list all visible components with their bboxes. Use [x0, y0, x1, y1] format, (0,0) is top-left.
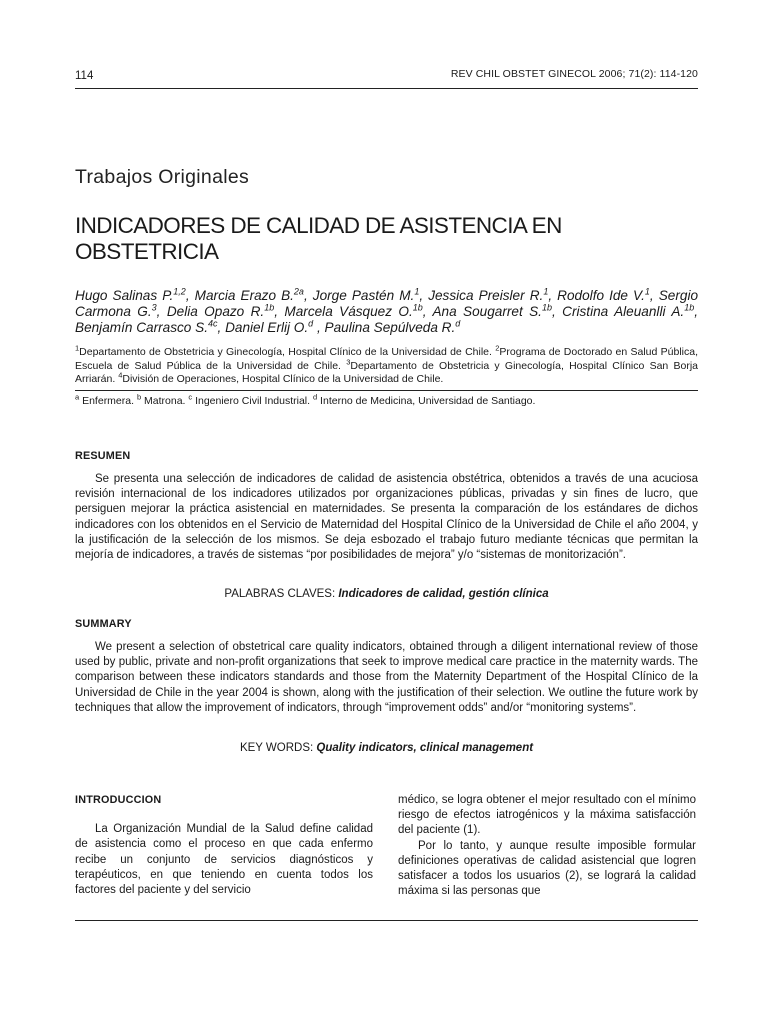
affiliation-marker: 1 — [75, 343, 80, 353]
summary-heading: SUMMARY — [75, 618, 132, 630]
author-name: Hugo Salinas P. — [75, 288, 174, 303]
author-affiliation-marker: 3 — [151, 302, 157, 313]
degree-text: Enfermera. — [79, 395, 137, 407]
article-title: INDICADORES DE CALIDAD DE ASISTENCIA EN OBSTETRICIA — [75, 213, 562, 264]
introduccion-paragraph: Por lo tanto, y aunque resulte imposible formular definiciones operativas de calidad asistencial que logren satisfacer a todos los usuarios (2), se logrará la calidad máxima si las personas que — [398, 839, 696, 898]
affiliation-divider — [75, 390, 698, 391]
author-degrees — [75, 394, 698, 408]
section-kind: Trabajos Originales — [75, 166, 250, 188]
affiliations — [75, 343, 698, 387]
degree-text: Ingeniero Civil Industrial. — [192, 395, 313, 407]
running-head — [75, 66, 698, 89]
journal-citation: REV CHIL OBSTET GINECOL 2006; 71(2): 114-120 — [450, 68, 698, 80]
left-column — [75, 793, 373, 898]
summary-keywords — [75, 742, 698, 754]
author-name: Delia Opazo R. — [166, 304, 265, 319]
footer-divider — [75, 920, 698, 921]
author-name: Jessica Preisler R. — [428, 288, 544, 303]
keywords-values: Quality indicators, clinical management — [316, 742, 534, 754]
author-name: Paulina Sepúlveda R. — [324, 320, 456, 335]
keywords-label: PALABRAS CLAVES: — [224, 588, 339, 600]
author-name: Marcela Vásquez O. — [284, 304, 413, 319]
degree-text: Matrona. — [141, 395, 189, 407]
author-name: Cristina Aleuanlli A. — [562, 304, 685, 319]
affiliation-text: Programa de Doctorado en Salud Pública, Escuela de Salud Pública de la Universidad de Chile. — [75, 346, 698, 372]
author-affiliation-marker: 1 — [543, 286, 549, 297]
author-affiliation-marker: 4c — [207, 318, 218, 329]
author-name: Ana Sougarret S. — [432, 304, 542, 319]
author-affiliation-marker: 1 — [414, 286, 420, 297]
introduccion-heading: INTRODUCCION — [75, 794, 162, 806]
keywords-values: Indicadores de calidad, gestión clínica — [338, 588, 549, 600]
affiliation-marker: 4 — [118, 370, 123, 380]
degree-text: Interno de Medicina, Universidad de Santiago. — [317, 395, 536, 407]
author-name: Sergio Carmona G. — [75, 288, 699, 319]
summary-body: We present a selection of obstetrical care quality indicators, obtained through a diligent international review of those used by public, private and non-profit organizations that seek to improve medical care practice in the maternity wards. The comparison between these indicators standards and those from the Maternity Department of the Hospital Clínico de la Universidad de Chile in the year 2004 is shown, along with the justification of their selection. We outline the future work by techniques that allow the improvement of indicators, through “improvement odds” and/or “monitoring systems”. — [75, 641, 698, 714]
degree-marker: b — [136, 392, 142, 402]
author-affiliation-marker: 1 — [644, 286, 650, 297]
resumen-keywords — [75, 588, 698, 600]
introduccion-paragraph: La Organización Mundial de la Salud define calidad de asistencia como el proceso en que cada enfermo recibe un conjunto de servicios diagnósticos y terapéuticos, en que teniendo en cuenta todos los factores del paciente y del servicio — [75, 823, 373, 897]
author-name: Rodolfo Ide V. — [557, 288, 645, 303]
affiliation-marker: 3 — [346, 357, 351, 366]
affiliation-text: División de Operaciones, Hospital Clínico de la Universidad de Chile. — [122, 373, 444, 385]
introduccion-paragraph-continued: médico, se logra obtener el mejor resultado con el mínimo riesgo de efectos iatrogénicos y la máxima satisfacción del paciente (1). — [398, 794, 696, 837]
author-affiliation-marker: 1b — [264, 302, 275, 313]
author-affiliation-marker: d — [455, 318, 461, 329]
degree-marker: d — [312, 392, 318, 402]
author-name: Marcia Erazo B. — [194, 288, 294, 303]
author-list: Hugo Salinas P.$^{1,2}$, Marcia Erazo B.$^{2a}$, Jorge Pastén M.$^1$, Jessica Preisler R.$^1$, Rodolfo Ide V.$^1$, Sergio Carmona G.$^3$, Delia Opazo R.$^{1b}$, Marcela Vásquez O.$^{1b}$, Ana Sougarret S.$^{1b}$, Cristina Aleuanlli A.$^{1b}$, Benjamín Carrasco S.$^{4c}$, Daniel Erlij O.$^d$ , Paulina Sepúlveda R.$^d$ — [75, 286, 699, 335]
author-affiliation-marker: d — [308, 318, 314, 329]
author-affiliation-marker: 1b — [684, 302, 695, 313]
degree-marker: a — [75, 392, 80, 402]
page-number: 114 — [75, 70, 94, 82]
author-name: Daniel Erlij O. — [225, 320, 309, 335]
right-column — [398, 793, 696, 899]
degree-marker: c — [188, 392, 193, 402]
author-affiliation-marker: 2a — [293, 286, 304, 297]
author-affiliation-marker: 1b — [541, 302, 552, 313]
author-affiliation-marker: 1,2 — [173, 286, 186, 297]
author-name: Jorge Pastén M. — [312, 288, 415, 303]
resumen-heading: RESUMEN — [75, 450, 131, 462]
author-affiliation-marker: 1b — [412, 302, 423, 313]
affiliation-text: Departamento de Obstetricia y Ginecología, Hospital Clínico San Borja Arriarán. — [75, 359, 698, 385]
affiliation-text: Departamento de Obstetricia y Ginecología, Hospital Clínico de la Universidad de Chile. — [79, 346, 496, 358]
affiliation-marker: 2 — [495, 343, 500, 353]
author-name: Benjamín Carrasco S. — [75, 320, 208, 335]
resumen-body: Se presenta una selección de indicadores de calidad de asistencia obstétrica, obtenidos a través de una acuciosa revisión internacional de los indicadores utilizados por organizaciones públicas, privadas y sin fines de lucro, que persiguen mejorar la práctica asistencial en maternidades. Se presenta la comparación de los estándares de dichos indicadores con los obtenidos en el Servicio de Maternidad del Hospital Clínico de la Universidad de Chile el año 2004, y la justificación de la selección de los mismos. Se deja esbozado el trabajo futuro mediante técnicas que permitan la mejoría de indicadores, a través de sistemas “por posibilidades de mejora” y/o “sistemas de monitorización”. — [75, 473, 698, 562]
keywords-label: KEY WORDS: — [239, 742, 317, 754]
